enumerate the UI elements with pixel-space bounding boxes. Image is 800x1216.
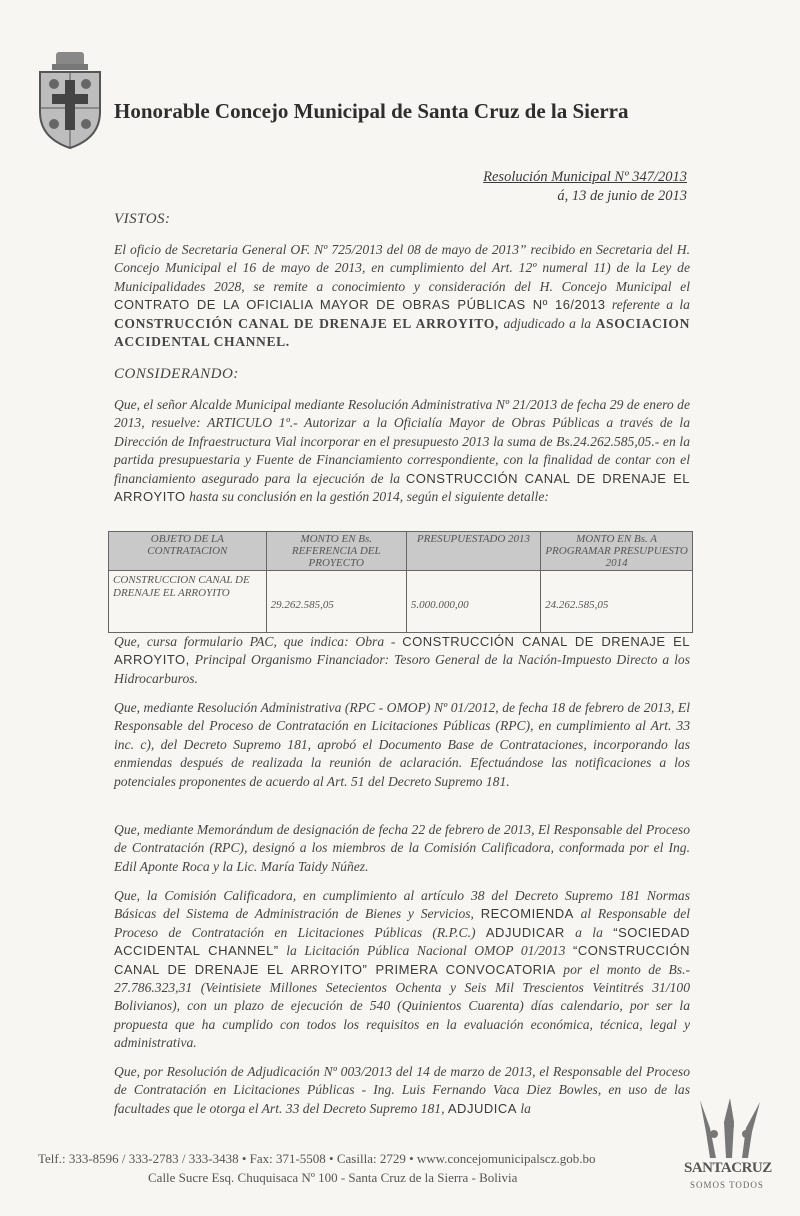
table-header-cell: PRESUPUESTADO 2013 — [406, 532, 540, 571]
considerando-heading: CONSIDERANDO: — [114, 366, 239, 382]
table-cell: 5.000.000,00 — [406, 571, 540, 633]
resolution-number: Resolución Municipal Nº 347/2013 — [483, 169, 687, 185]
resolution-date: á, 13 de junio de 2013 — [557, 188, 687, 204]
footer-contact: Telf.: 333-8596 / 333-2783 / 333-3438 • Fax: 371-5508 • Casilla: 2729 • www.concejomunicipalscz.gob.bo — [38, 1151, 596, 1166]
vistos-heading: VISTOS: — [114, 211, 171, 227]
table-header-cell: MONTO EN Bs. REFERENCIA DEL PROYECTO — [266, 532, 406, 571]
vistos-paragraph: El oficio de Secretaria General OF. Nº 725/2013 del 08 de mayo de 2013” recibido en Secretaria del H. Concejo Municipal el 16 de mayo de 2013, en cumplimiento del Art. 12º numeral 11) de la Ley de Municipalidades 2028, se remite a conocimiento y consideración del H. Concejo Municipal el CONTRATO DE LA OFICIALIA MAYOR DE OBRAS PÚBLICAS Nº 16/2013 referente a la CONSTRUCCIÓN CANAL DE DRENAJE EL ARROYITO, adjudicado a la ASOCIACION ACCIDENTAL CHANNEL. — [114, 242, 690, 350]
paragraph-budget: Que, el señor Alcalde Municipal mediante Resolución Administrativa Nº 21/2013 de fecha 29 de enero de 2013, resuelve: ARTICULO 1º.- Autorizar a la Oficialía Mayor de Obras Públicas a través de la Dirección de Infraestructura Vial incorporar en el presupuesto 2013 la suma de Bs.24.262.585,05.- en la partida presupuestaria y Fuente de Financiamiento correspondiente, con la finalidad de contar con el financiamiento asegurado para la ejecución de la CONSTRUCCIÓN CANAL DE DRENAJE EL ARROYITO hasta su conclusión en la gestión 2014, según el siguiente detalle: — [114, 397, 690, 505]
paragraph-rpc: Que, mediante Resolución Administrativa (RPC - OMOP) Nº 01/2012, de fecha 18 de febrero de 2013, El Responsable del Proceso de Contratación en Licitaciones Públicas (RPC), en cumplimiento al Art. 33 inc. c), del Decreto Supremo 181, aprobó el Documento Base de Contrataciones, incorporando las enmiendas después de realizada la reunión de aclaración. Efectuándose las notificaciones a los potenciales proponentes de acuerdo al Art. 51 del Decreto Supremo 181. — [114, 700, 690, 789]
paragraph-adjudicacion: Que, por Resolución de Adjudicación Nº 003/2013 del 14 de marzo de 2013, el Responsable del Proceso de Contratación en Licitaciones Públicas - Ing. Luis Fernando Vaca Diez Bowles, en uso de las facultades que le otorga el Art. 33 del Decreto Supremo 181, ADJUDICA la — [114, 1064, 690, 1116]
table-header-cell: OBJETO DE LA CONTRATACION — [109, 532, 267, 571]
coat-of-arms-icon — [34, 50, 106, 150]
paragraph-comision: Que, la Comisión Calificadora, en cumplimiento al artículo 38 del Decreto Supremo 181 Normas Básicas del Sistema de Administración de Bienes y Servicios, RECOMIENDA al Responsable del Proceso de Contratación en Licitaciones Públicas (R.P.C.) ADJUDICAR a la “SOCIEDAD ACCIDENTAL CHANNEL” la Licitación Pública Nacional OMOP 01/2013 “CONSTRUCCIÓN CANAL DE DRENAJE EL ARROYITO” PRIMERA CONVOCATORIA por el monto de Bs.- 27.786.323,31 (Veintisiete Millones Setecientos Ochenta y Seis Mil Trescientos Veintitrés 31/100 Bolivianos), con un plazo de ejecución de 540 (Quinientos Cuarenta) días calendario, por ser la propuesta que ha cumplido con todos los requisitos en la evaluación económica, técnica, legal y administrativa. — [114, 888, 691, 1051]
table-row — [109, 571, 693, 633]
budget-table — [108, 531, 693, 633]
table-cell: CONSTRUCCION CANAL DE DRENAJE EL ARROYITO — [109, 571, 267, 633]
table-header-cell: MONTO EN Bs. A PROGRAMAR PRESUPUESTO 2014 — [541, 532, 693, 571]
logo-slogan: SOMOS TODOS — [690, 1180, 764, 1190]
table-cell: 24.262.585,05 — [541, 571, 693, 633]
footer-address: Calle Sucre Esq. Chuquisaca Nº 100 - Santa Cruz de la Sierra - Bolivia — [148, 1170, 518, 1185]
table-header-row — [109, 532, 693, 571]
logo-text: SANTACRUZ — [684, 1160, 772, 1176]
paragraph-memorandum: Que, mediante Memorándum de designación de fecha 22 de febrero de 2013, El Responsable del Proceso de Contratación (RPC), designó a los miembros de la Comisión Calificadora, conformada por el Ing. Edil Aponte Roca y la Lic. María Taidy Núñez. — [114, 822, 690, 874]
resolution-header — [483, 168, 687, 206]
organization-title: Honorable Concejo Municipal de Santa Cruz de la Sierra — [114, 99, 629, 123]
table-cell: 29.262.585,05 — [266, 571, 406, 633]
paragraph-pac: Que, cursa formulario PAC, que indica: Obra - CONSTRUCCIÓN CANAL DE DRENAJE EL ARROYITO, Principal Organismo Financiador: Tesoro General de la Nación-Impuesto Directo a los Hidrocarburos. — [114, 634, 690, 686]
